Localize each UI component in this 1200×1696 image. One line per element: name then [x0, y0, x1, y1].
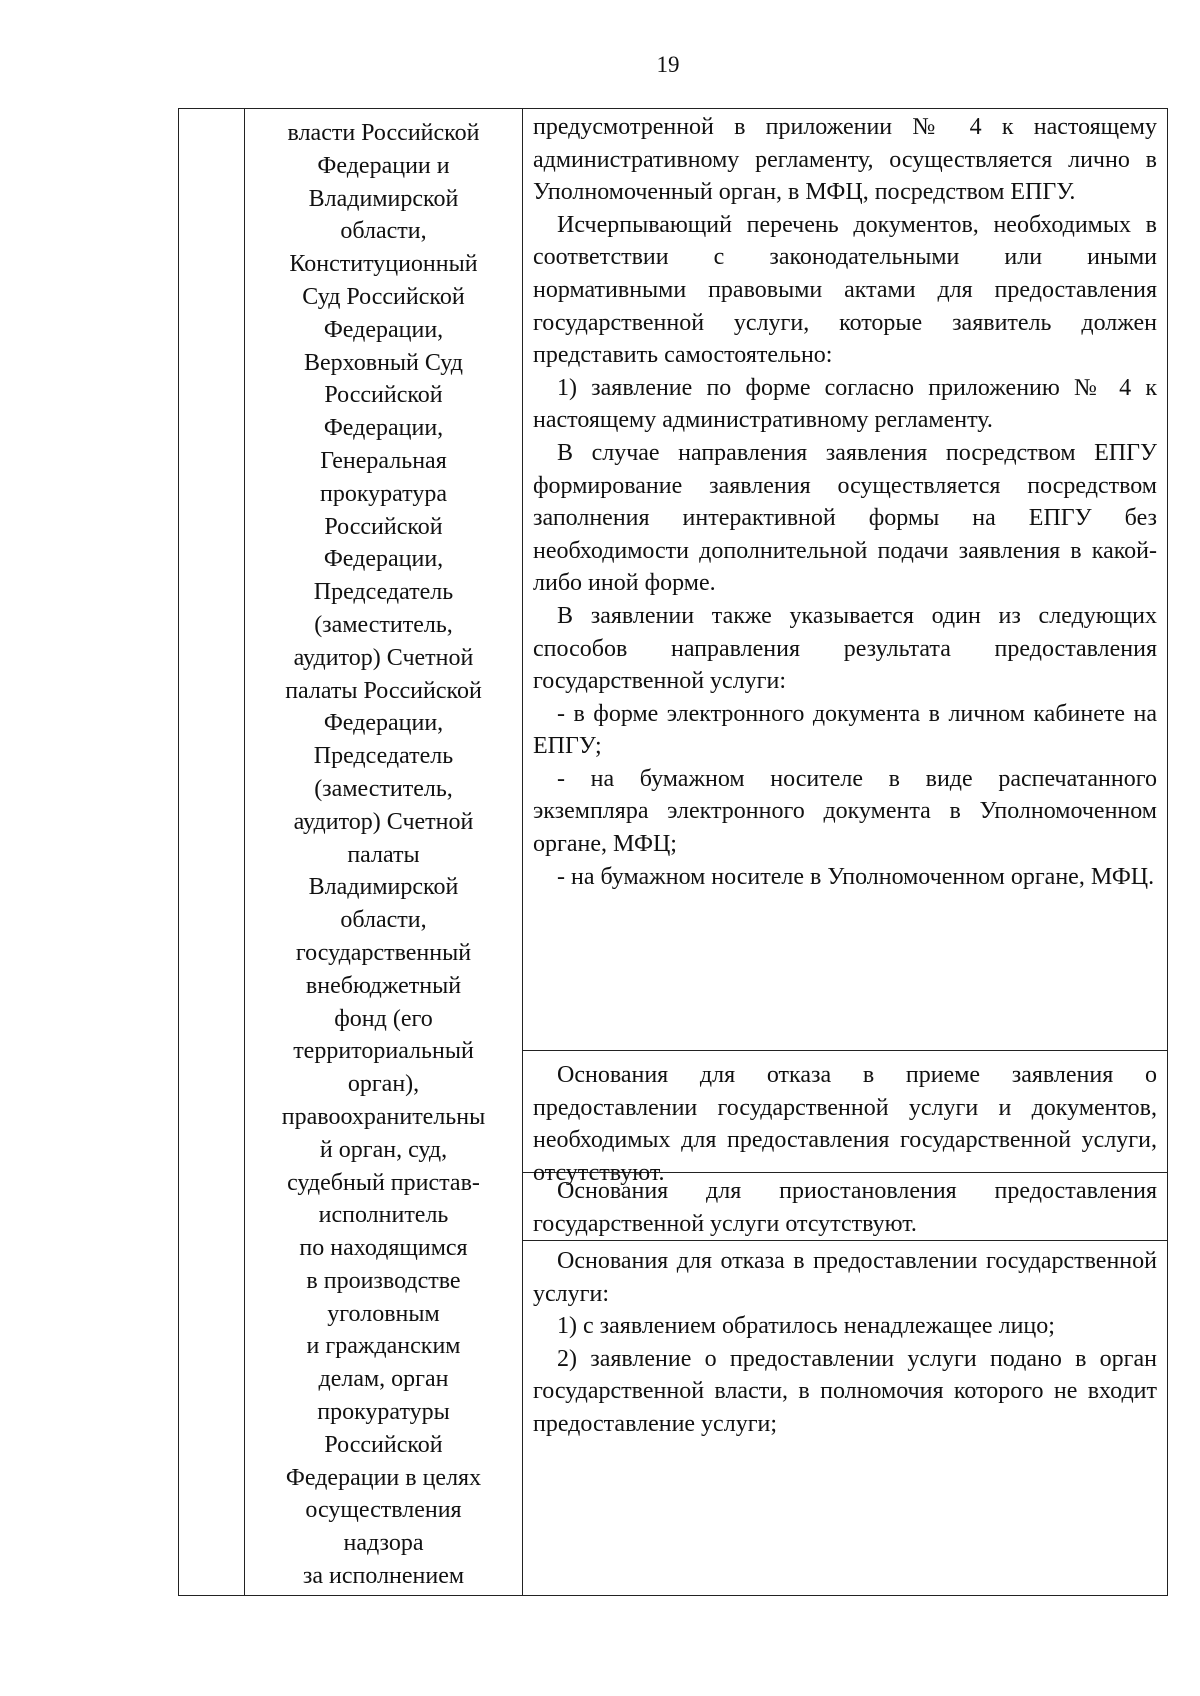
subject-line: аудитор) Счетной: [293, 808, 474, 835]
subject-line: Верховный Суд: [304, 349, 463, 376]
printed-result-item: - на бумажном носителе в виде распечатанного экземпляра электронного документа в Уполномоченном органе, МФЦ;: [533, 765, 1157, 858]
subject-line: за исполнением: [302, 1563, 465, 1590]
subject-line: области,: [340, 218, 427, 245]
subject-line: й орган, суд,: [319, 1136, 448, 1163]
regulation-table: [178, 108, 1168, 1596]
subject-line: палаты Российской: [285, 677, 482, 704]
content-column: [523, 109, 1167, 1595]
subject-line: власти Российской: [287, 120, 480, 146]
subject-line: Председатель: [313, 743, 454, 770]
paper-result-item: - на бумажном носителе в Уполномоченном органе, МФЦ.: [557, 863, 1155, 890]
subject-line: в производстве: [306, 1267, 461, 1294]
subject-line: прокуратуры: [317, 1399, 450, 1426]
subject-line: фонд (его: [334, 1005, 433, 1032]
refusal-provision-cell: [523, 1241, 1167, 1441]
page-number: 19: [656, 52, 680, 77]
submission-cell: [523, 109, 1167, 1051]
subject-line: Владимирской: [308, 874, 459, 901]
suspension-paragraph: Основания для приостановления предоставления государственной услуги отсутствуют.: [533, 1178, 1157, 1237]
subject-line: Конституционный: [289, 251, 478, 278]
subject-line: Российской: [324, 513, 443, 540]
subject-line: делам, орган: [318, 1366, 449, 1393]
subject-line: (заместитель,: [314, 775, 453, 802]
subject-line: территориальный: [293, 1038, 474, 1065]
electronic-result-item: - в форме электронного документа в личном кабинете на ЕПГУ;: [533, 700, 1157, 760]
application-form-paragraph: 1) заявление по форме согласно приложению № 4 к настоящему административному регламенту.: [533, 374, 1157, 434]
subject-line: судебный пристав-: [287, 1169, 480, 1196]
subject-line: аудитор) Счетной: [293, 644, 474, 671]
subject-line: (заместитель,: [314, 611, 453, 638]
suspension-cell: [523, 1173, 1167, 1241]
subject-line: палаты: [347, 841, 420, 868]
subject-line: Председатель: [313, 579, 454, 606]
wrong-authority-item: 2) заявление о предоставлении услуги подано в орган государственной власти, в полномочия которого не входит предоставление услуги;: [533, 1345, 1157, 1437]
refusal-provision-heading: Основания для отказа в предоставлении государственной услуги:: [533, 1248, 1157, 1307]
subject-line: осуществления: [305, 1497, 462, 1524]
subject-line: Федерации в целях: [285, 1464, 482, 1491]
number-column: [179, 109, 245, 1595]
subject-line: Федерации,: [323, 710, 444, 737]
subject-line: Российской: [324, 382, 443, 409]
subject-line: Федерации и: [317, 152, 450, 179]
refusal-acceptance-cell: [523, 1051, 1167, 1186]
subject-line: правоохранительны: [281, 1103, 486, 1130]
subject-line: по находящимся: [299, 1235, 468, 1262]
subject-line: надзора: [343, 1530, 424, 1557]
subject-line: Федерации,: [323, 316, 444, 343]
result-method-paragraph: В заявлении также указывается один из следующих способов направления результата предоставления государственной услуги:: [533, 602, 1157, 695]
epgu-submission-paragraph: В случае направления заявления посредством ЕПГУ формирование заявления осуществляется посредством заполнения интерактивной формы на ЕПГУ без необходимости дополнительной подачи заявления в какой-либо иной форме.: [533, 439, 1157, 597]
subject-column: [245, 109, 523, 1595]
improper-person-item: 1) с заявлением обратилось ненадлежащее лицо;: [557, 1313, 1055, 1340]
subject-line: прокуратура: [319, 480, 448, 507]
subject-line: Владимирской: [308, 185, 459, 212]
subject-line: уголовным: [327, 1300, 440, 1327]
refusal-acceptance-paragraph: Основания для отказа в приеме заявления о предоставлении государственной услуги и документов, необходимых для предоставления государственной услуги, отсутствуют.: [533, 1062, 1157, 1186]
subject-line: исполнитель: [318, 1202, 449, 1229]
subject-line: Российской: [324, 1431, 443, 1458]
subject-line: государственный: [295, 939, 472, 966]
submission-paragraph: предусмотренной в приложении № 4 к настоящему административному регламенту, осуществляется лично в Уполномоченный орган, в МФЦ, посредством ЕПГУ.: [533, 114, 1157, 206]
subject-line: Суд Российской: [302, 283, 465, 310]
subject-line: орган),: [347, 1071, 420, 1098]
documents-list-paragraph: Исчерпывающий перечень документов, необходимых в соответствии с законодательными или иными нормативными правовыми актами для предоставления государственной услуги, которые заявитель должен представить самостоятельно:: [533, 211, 1157, 369]
subject-line: Федерации,: [323, 415, 444, 442]
subject-line: и гражданским: [306, 1333, 461, 1360]
subject-line: Генеральная: [320, 447, 447, 474]
subject-line: Федерации,: [323, 546, 444, 573]
subject-line: области,: [340, 907, 427, 934]
subject-line: внебюджетный: [305, 972, 462, 999]
